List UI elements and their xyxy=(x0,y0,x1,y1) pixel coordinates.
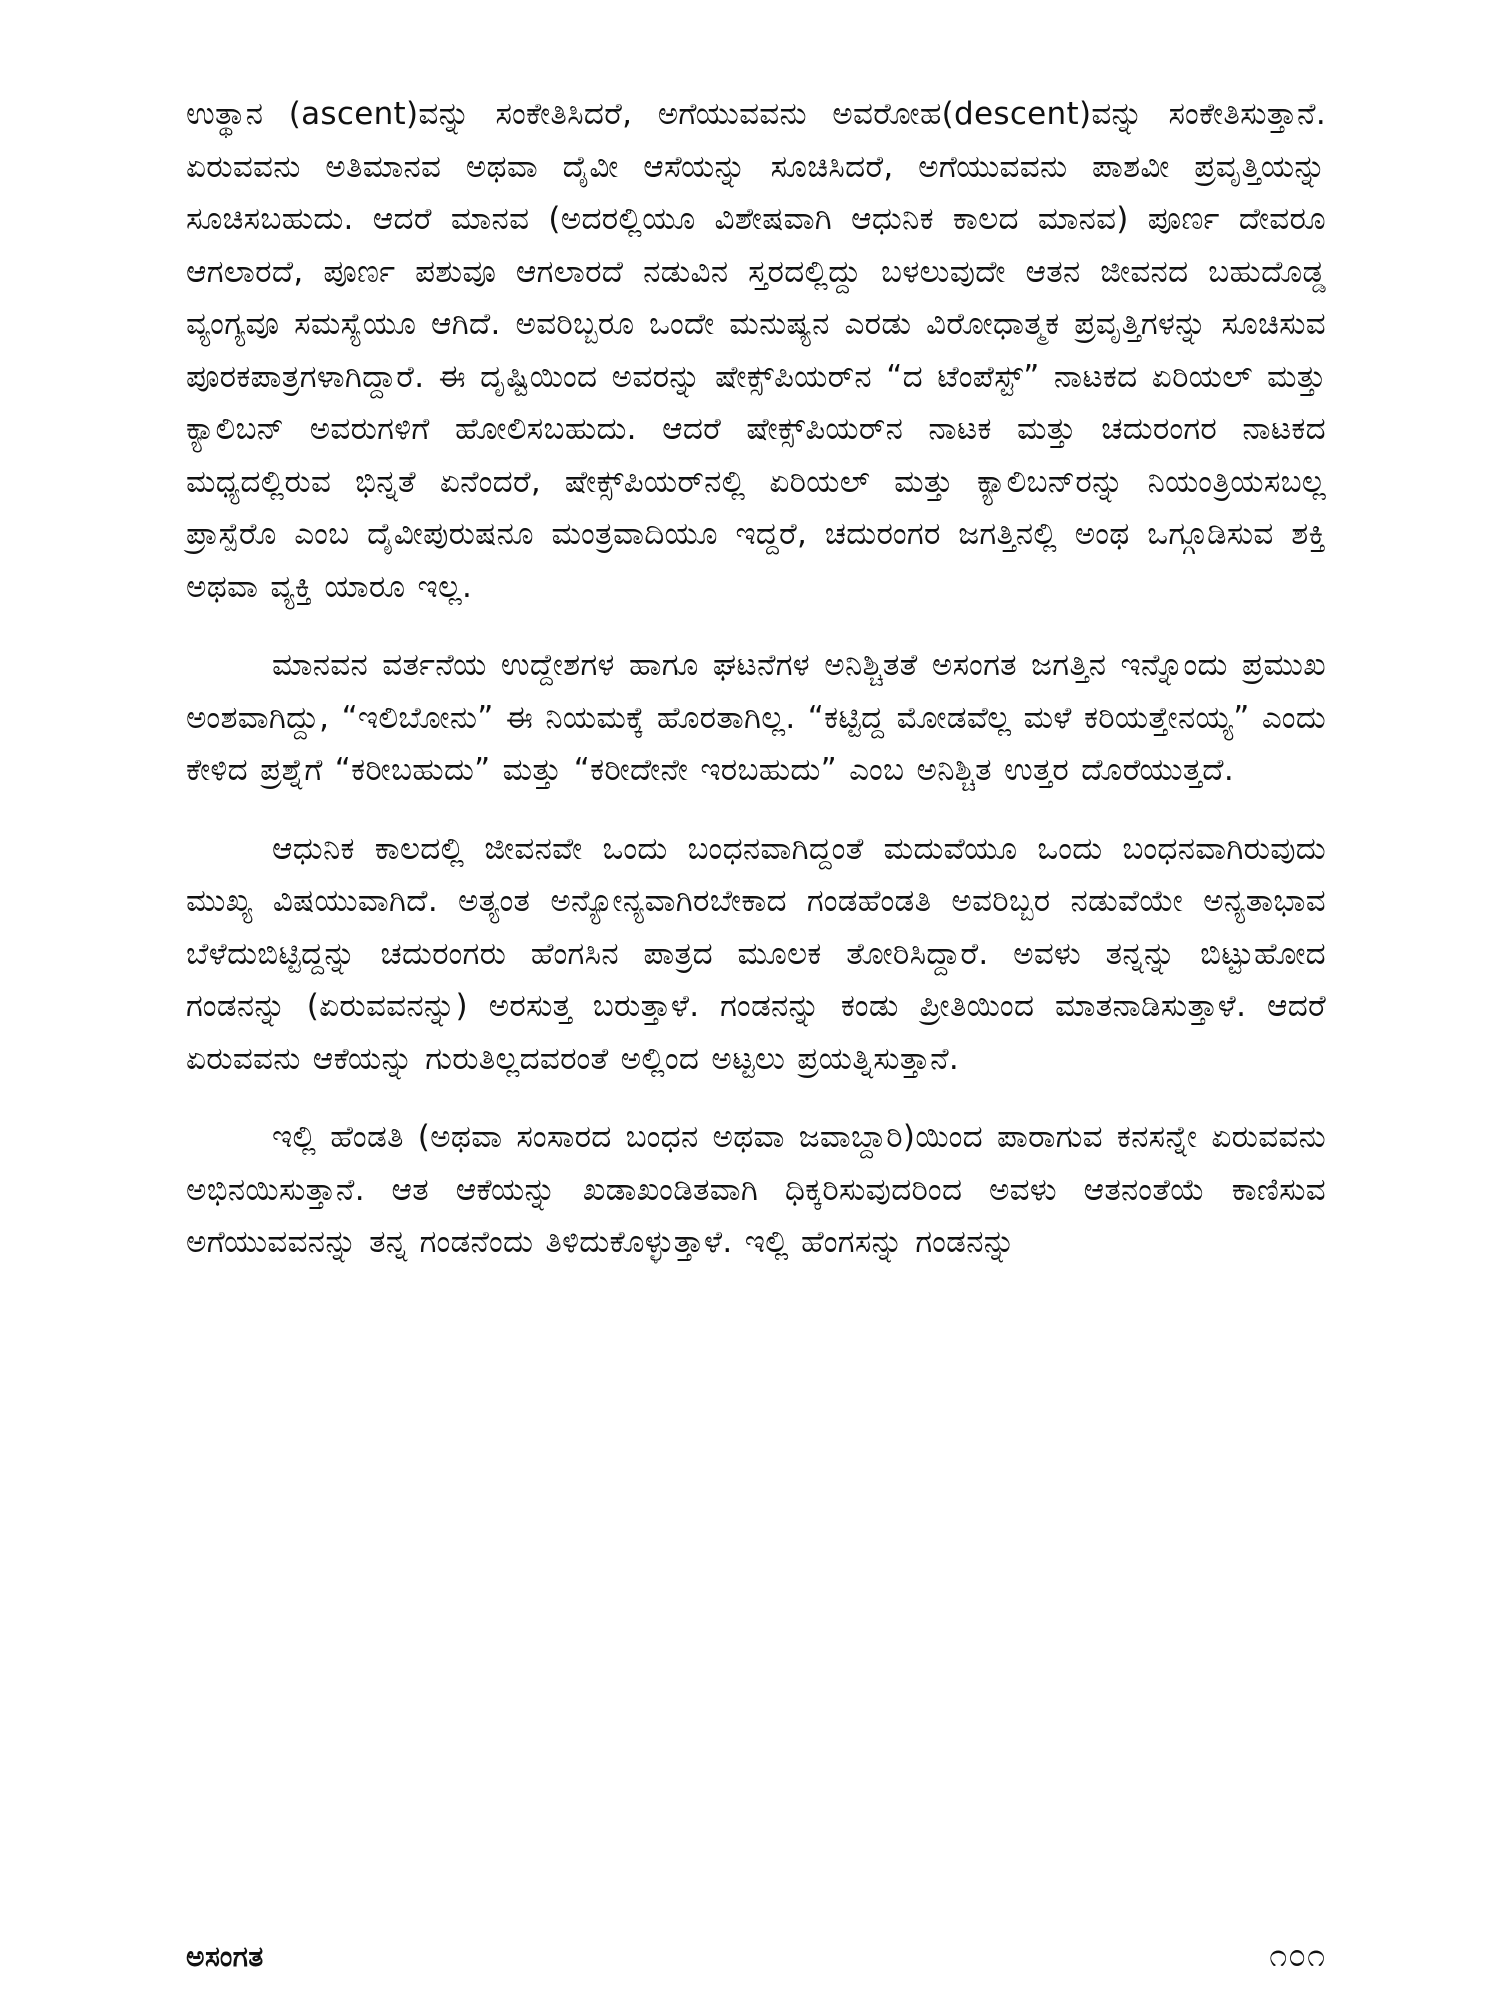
body-text xyxy=(186,88,1326,1269)
paragraph-1: ಉತ್ಥಾನ (ascent)ವನ್ನು ಸಂಕೇತಿಸಿದರೆ, ಅಗೆಯುವವನು ಅವರೋಹ(descent)ವನ್ನು ಸಂಕೇತಿಸುತ್ತಾನೆ. ಏರುವವನು ಅತಿಮಾನವ ಅಥವಾ ದೈವೀ ಆಸೆಯನ್ನು ಸೂಚಿಸಿದರೆ, ಅಗೆಯುವವನು ಪಾಶವೀ ಪ್ರವೃತ್ತಿಯನ್ನು ಸೂಚಿಸಬಹುದು. ಆದರೆ ಮಾನವ (ಅದರಲ್ಲಿಯೂ ವಿಶೇಷವಾಗಿ ಆಧುನಿಕ ಕಾಲದ ಮಾನವ) ಪೂರ್ಣ ದೇವರೂ ಆಗಲಾರದೆ, ಪೂರ್ಣ ಪಶುವೂ ಆಗಲಾರದೆ ನಡುವಿನ ಸ್ತರದಲ್ಲಿದ್ದು ಬಳಲುವುದೇ ಆತನ ಜೀವನದ ಬಹುದೊಡ್ಡ ವ್ಯಂಗ್ಯವೂ ಸಮಸ್ಯೆಯೂ ಆಗಿದೆ. ಅವರಿಬ್ಬರೂ ಒಂದೇ ಮನುಷ್ಯನ ಎರಡು ವಿರೋಧಾತ್ಮಕ ಪ್ರವೃತ್ತಿಗಳನ್ನು ಸೂಚಿಸುವ ಪೂರಕಪಾತ್ರಗಳಾಗಿದ್ದಾರೆ. ಈ ದೃಷ್ಟಿಯಿಂದ ಅವರನ್ನು ಷೇಕ್ಸ್‌ಪಿಯರ್‌ನ “ದ ಟೆಂಪೆಸ್ಟ್” ನಾಟಕದ ಏರಿಯಲ್ ಮತ್ತು ಕ್ಯಾಲಿಬನ್ ಅವರುಗಳಿಗೆ ಹೋಲಿಸಬಹುದು. ಆದರೆ ಷೇಕ್ಸ್‌ಪಿಯರ್‌ನ ನಾಟಕ ಮತ್ತು ಚದುರಂಗರ ನಾಟಕದ ಮಧ್ಯದಲ್ಲಿರುವ ಭಿನ್ನತೆ ಏನೆಂದರೆ, ಷೇಕ್ಸ್‌ಪಿಯರ್‌ನಲ್ಲಿ ಏರಿಯಲ್ ಮತ್ತು ಕ್ಯಾಲಿಬನ್‌ರನ್ನು ನಿಯಂತ್ರಿಯಸಬಲ್ಲ ಪ್ರಾಸ್ಪೆರೊ ಎಂಬ ದೈವೀಪುರುಷನೂ ಮಂತ್ರವಾದಿಯೂ ಇದ್ದರೆ, ಚದುರಂಗರ ಜಗತ್ತಿನಲ್ಲಿ ಅಂಥ ಒಗ್ಗೂಡಿಸುವ ಶಕ್ತಿ ಅಥವಾ ವ್ಯಕ್ತಿ ಯಾರೂ ಇಲ್ಲ. xyxy=(186,96,1326,605)
paragraph-4: ಇಲ್ಲಿ ಹೆಂಡತಿ (ಅಥವಾ ಸಂಸಾರದ ಬಂಧನ ಅಥವಾ ಜವಾಬ್ದಾರಿ)ಯಿಂದ ಪಾರಾಗುವ ಕನಸನ್ನೇ ಏರುವವನು ಅಭಿನಯಿಸುತ್ತಾನೆ. ಆತ ಆಕೆಯನ್ನು ಖಡಾಖಂಡಿತವಾಗಿ ಧಿಕ್ಕರಿಸುವುದರಿಂದ ಅವಳು ಆತನಂತೆಯೆ ಕಾಣಿಸುವ ಅಗೆಯುವವನನ್ನು ತನ್ನ ಗಂಡನೆಂದು ತಿಳಿದುಕೊಳ್ಳುತ್ತಾಳೆ. ಇಲ್ಲಿ ಹೆಂಗಸನ್ನು ಗಂಡನನ್ನು xyxy=(186,1119,1326,1260)
paragraph-3: ಆಧುನಿಕ ಕಾಲದಲ್ಲಿ ಜೀವನವೇ ಒಂದು ಬಂಧನವಾಗಿದ್ದಂತೆ ಮದುವೆಯೂ ಒಂದು ಬಂಧನವಾಗಿರುವುದು ಮುಖ್ಯ ವಿಷಯುವಾಗಿದೆ. ಅತ್ಯಂತ ಅನ್ಯೋನ್ಯವಾಗಿರಬೇಕಾದ ಗಂಡಹೆಂಡತಿ ಅವರಿಬ್ಬರ ನಡುವೆಯೇ ಅನ್ಯತಾಭಾವ ಬೆಳೆದುಬಿಟ್ಟಿದ್ದನ್ನು ಚದುರಂಗರು ಹೆಂಗಸಿನ ಪಾತ್ರದ ಮೂಲಕ ತೋರಿಸಿದ್ದಾರೆ. ಅವಳು ತನ್ನನ್ನು ಬಿಟ್ಟುಹೋದ ಗಂಡನನ್ನು (ಏರುವವನನ್ನು) ಅರಸುತ್ತ ಬರುತ್ತಾಳೆ. ಗಂಡನನ್ನು ಕಂಡು ಪ್ರೀತಿಯಿಂದ ಮಾತನಾಡಿಸುತ್ತಾಳೆ. ಆದರೆ ಏರುವವನು ಆಕೆಯನ್ನು ಗುರುತಿಲ್ಲದವರಂತೆ ಅಲ್ಲಿಂದ ಅಟ್ಟಲು ಪ್ರಯತ್ನಿಸುತ್ತಾನೆ. xyxy=(186,830,1326,1077)
page-number: ೧೦೧ xyxy=(1269,1936,1326,1974)
page-footer xyxy=(186,1936,1326,1986)
running-title: ಅಸಂಗತ xyxy=(186,1940,264,1973)
paragraph-2: ಮಾನವನ ವರ್ತನೆಯ ಉದ್ದೇಶಗಳ ಹಾಗೂ ಘಟನೆಗಳ ಅನಿಶ್ಚಿತತೆ ಅಸಂಗತ ಜಗತ್ತಿನ ಇನ್ನೊಂದು ಪ್ರಮುಖ ಅಂಶವಾಗಿದ್ದು, “ಇಲಿಬೋನು” ಈ ನಿಯಮಕ್ಕೆ ಹೊರತಾಗಿಲ್ಲ. “ಕಟ್ಟಿದ್ದ ಮೋಡವೆಲ್ಲ ಮಳೆ ಕರಿಯತ್ತೇನಯ್ಯ” ಎಂದು ಕೇಳಿದ ಪ್ರಶ್ನೆಗೆ “ಕರೀಬಹುದು” ಮತ್ತು “ಕರೀದೇನೇ ಇರಬಹುದು” ಎಂಬ ಅನಿಶ್ಚಿತ ಉತ್ತರ ದೊರೆಯುತ್ತದೆ. xyxy=(186,647,1326,788)
